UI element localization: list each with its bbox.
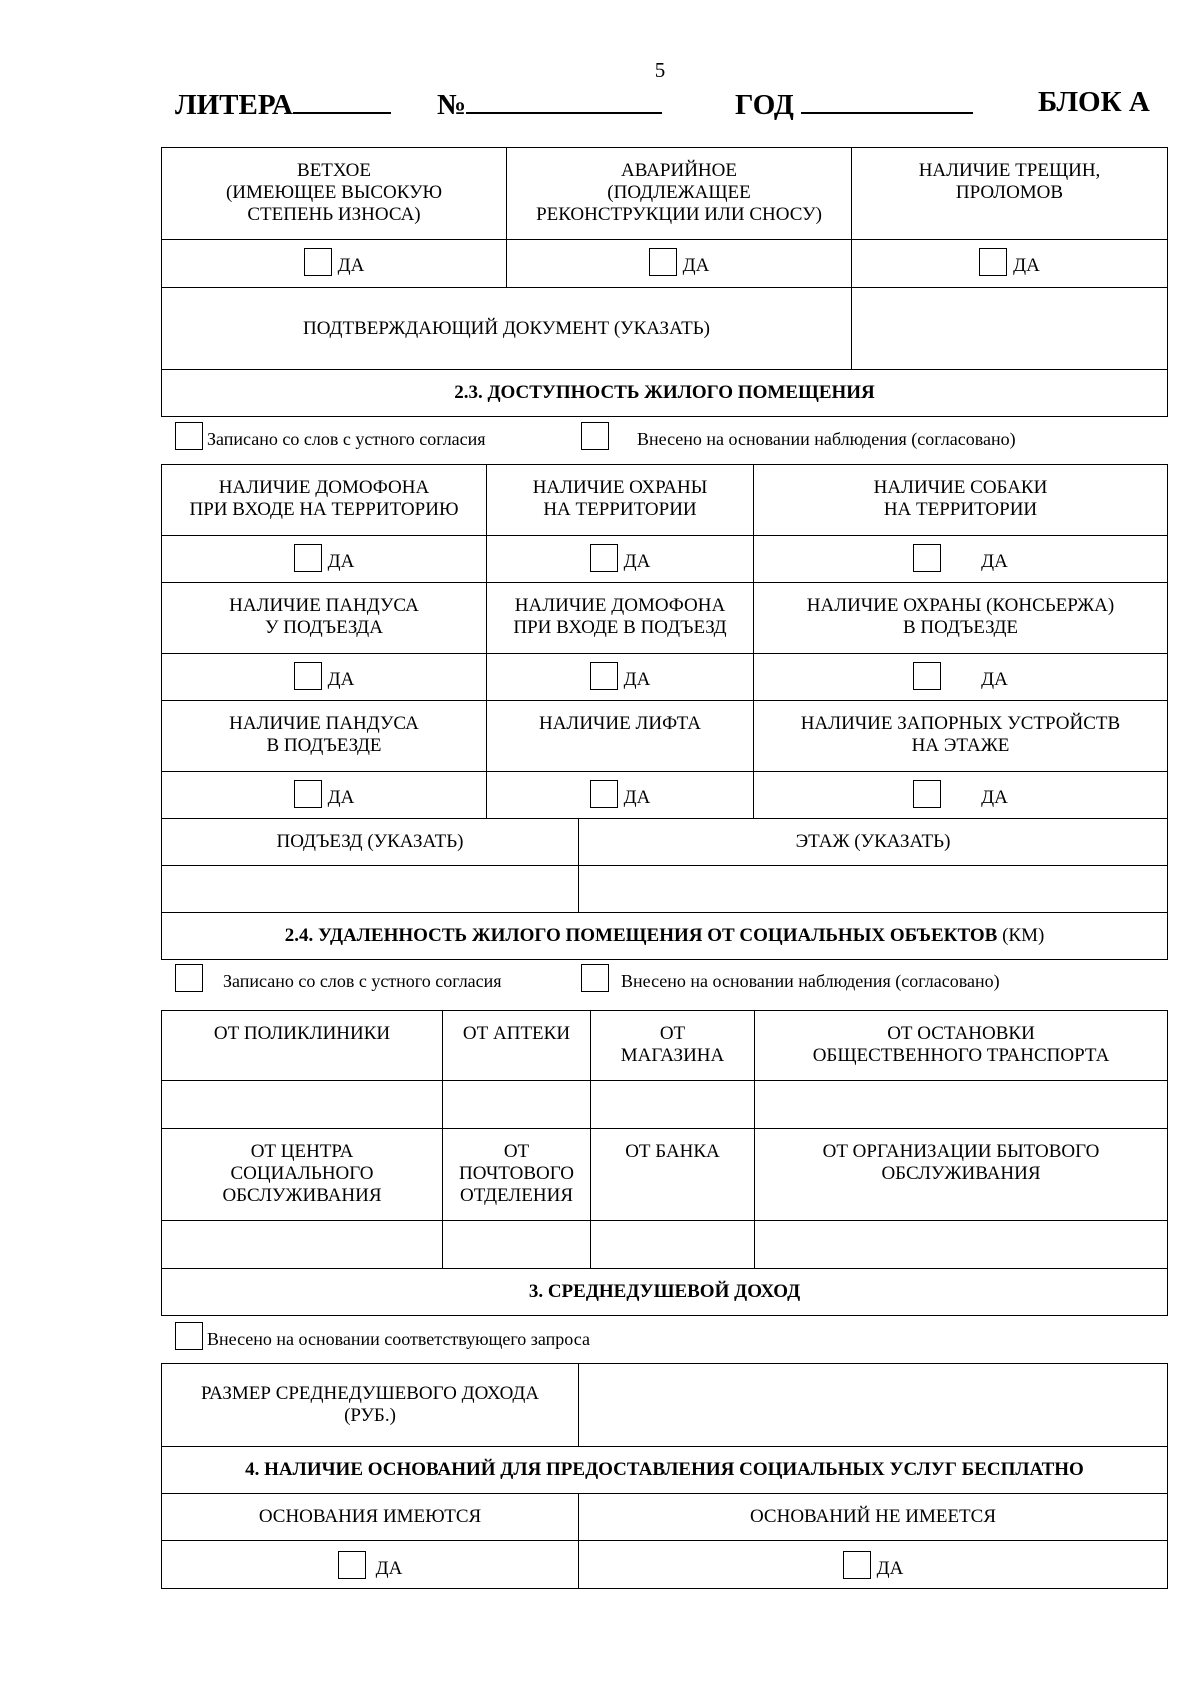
confirming-document-label: ПОДТВЕРЖДАЮЩИЙ ДОКУМЕНТ (УКАЗАТЬ) xyxy=(162,288,852,370)
section-2-4-title: 2.4. УДАЛЕННОСТЬ ЖИЛОГО ПОМЕЩЕНИЯ ОТ СОЦИАЛЬНЫХ ОБЪЕКТОВ (КМ) xyxy=(162,913,1168,960)
section-3-flag xyxy=(175,1320,1167,1350)
yes-label: ДА xyxy=(981,669,1008,690)
cracks-checkbox[interactable] xyxy=(979,248,1007,276)
grounds-exist-yes xyxy=(162,1541,579,1589)
section-2-4-flags xyxy=(175,962,1167,992)
dilapidated-checkbox[interactable] xyxy=(304,248,332,276)
locking-devices-header: НАЛИЧИЕ ЗАПОРНЫХ УСТРОЙСТВ НА ЭТАЖЕ xyxy=(754,701,1168,772)
section-2-3-title: 2.3. ДОСТУПНОСТЬ ЖИЛОГО ПОМЕЩЕНИЯ xyxy=(162,370,1168,417)
litera-field xyxy=(175,86,391,122)
post-office-header: ОТ ПОЧТОВОГО ОТДЕЛЕНИЯ xyxy=(443,1129,591,1221)
emergency-yes-cell xyxy=(507,240,852,288)
income-label: РАЗМЕР СРЕДНЕДУШЕВОГО ДОХОДА (РУБ.) xyxy=(162,1364,579,1447)
section-4-title: 4. НАЛИЧИЕ ОСНОВАНИЙ ДЛЯ ПРЕДОСТАВЛЕНИЯ СОЦИАЛЬНЫХ УСЛУГ БЕСПЛАТНО xyxy=(162,1447,1168,1494)
oral-consent-checkbox-2[interactable] xyxy=(175,964,203,992)
observation-label: Внесено на основании наблюдения (согласовано) xyxy=(637,429,1016,449)
number-input-line[interactable] xyxy=(466,86,662,114)
intercom-territory-yes xyxy=(162,536,487,583)
locking-devices-yes xyxy=(754,772,1168,819)
social-center-header: ОТ ЦЕНТРА СОЦИАЛЬНОГО ОБСЛУЖИВАНИЯ xyxy=(162,1129,443,1221)
concierge-yes xyxy=(754,654,1168,701)
locking-devices-checkbox[interactable] xyxy=(913,780,941,808)
income-grounds-table xyxy=(161,1363,1168,1589)
floor-input[interactable] xyxy=(579,866,1168,913)
litera-input-line[interactable] xyxy=(293,86,391,114)
consumer-services-input[interactable] xyxy=(755,1221,1168,1269)
ramp-entrance-header: НАЛИЧИЕ ПАНДУСА У ПОДЪЕЗДА xyxy=(162,583,487,654)
distances-table xyxy=(161,1010,1168,1316)
emergency-checkbox[interactable] xyxy=(649,248,677,276)
yes-label: ДА xyxy=(981,551,1008,572)
dog-territory-yes xyxy=(754,536,1168,583)
concierge-header: НАЛИЧИЕ ОХРАНЫ (КОНСЬЕРЖА) В ПОДЪЕЗДЕ xyxy=(754,583,1168,654)
shop-input[interactable] xyxy=(591,1081,755,1129)
intercom-entrance-checkbox[interactable] xyxy=(590,662,618,690)
elevator-checkbox[interactable] xyxy=(590,780,618,808)
ramp-inside-checkbox[interactable] xyxy=(294,780,322,808)
block-label: БЛОК А xyxy=(1038,86,1150,118)
elevator-yes xyxy=(487,772,754,819)
observation-checkbox[interactable] xyxy=(581,422,609,450)
ramp-inside-header: НАЛИЧИЕ ПАНДУСА В ПОДЪЕЗДЕ xyxy=(162,701,487,772)
observation-checkbox-2[interactable] xyxy=(581,964,609,992)
post-office-input[interactable] xyxy=(443,1221,591,1269)
number-label: № xyxy=(437,89,467,121)
confirming-document-input[interactable] xyxy=(852,288,1168,370)
ramp-entrance-checkbox[interactable] xyxy=(294,662,322,690)
grounds-exist-checkbox[interactable] xyxy=(338,1551,366,1579)
yes-label: ДА xyxy=(981,787,1008,808)
pharmacy-header: ОТ АПТЕКИ xyxy=(443,1011,591,1081)
cracks-yes-cell xyxy=(852,240,1168,288)
transport-stop-input[interactable] xyxy=(755,1081,1168,1129)
year-field xyxy=(735,86,973,122)
cracks-header: НАЛИЧИЕ ТРЕЩИН, ПРОЛОМОВ xyxy=(852,148,1168,240)
emergency-header: АВАРИЙНОЕ (ПОДЛЕЖАЩЕЕ РЕКОНСТРУКЦИИ ИЛИ СНОСУ) xyxy=(507,148,852,240)
intercom-territory-checkbox[interactable] xyxy=(294,544,322,572)
oral-consent-checkbox[interactable] xyxy=(175,422,203,450)
shop-header: ОТ МАГАЗИНА xyxy=(591,1011,755,1081)
year-input-line[interactable] xyxy=(801,86,973,114)
entrance-label: ПОДЪЕЗД (УКАЗАТЬ) xyxy=(162,819,579,866)
ramp-inside-yes xyxy=(162,772,487,819)
intercom-entrance-yes xyxy=(487,654,754,701)
yes-label: ДА xyxy=(876,1558,904,1579)
yes-label: ДА xyxy=(375,1558,403,1579)
year-label: ГОД xyxy=(735,89,794,121)
yes-label: ДА xyxy=(623,551,651,572)
ramp-entrance-yes xyxy=(162,654,487,701)
yes-label: ДА xyxy=(327,669,355,690)
polyclinic-input[interactable] xyxy=(162,1081,443,1129)
entrance-floor-table xyxy=(161,818,1168,960)
intercom-territory-header: НАЛИЧИЕ ДОМОФОНА ПРИ ВХОДЕ НА ТЕРРИТОРИЮ xyxy=(162,465,487,536)
intercom-entrance-header: НАЛИЧИЕ ДОМОФОНА ПРИ ВХОДЕ В ПОДЪЕЗД xyxy=(487,583,754,654)
yes-label: ДА xyxy=(623,787,651,808)
polyclinic-header: ОТ ПОЛИКЛИНИКИ xyxy=(162,1011,443,1081)
floor-label: ЭТАЖ (УКАЗАТЬ) xyxy=(579,819,1168,866)
section-2-3-flags xyxy=(175,420,1167,450)
yes-label: ДА xyxy=(1013,255,1040,276)
oral-consent-label: Записано со слов с устного согласия xyxy=(207,429,486,449)
grounds-absent-label: ОСНОВАНИЙ НЕ ИМЕЕТСЯ xyxy=(579,1494,1168,1541)
oral-consent-label-2: Записано со слов с устного согласия xyxy=(223,971,502,991)
elevator-header: НАЛИЧИЕ ЛИФТА xyxy=(487,701,754,772)
condition-table xyxy=(161,147,1168,417)
yes-label: ДА xyxy=(327,551,355,572)
consumer-services-header: ОТ ОРГАНИЗАЦИИ БЫТОВОГО ОБСЛУЖИВАНИЯ xyxy=(755,1129,1168,1221)
concierge-checkbox[interactable] xyxy=(913,662,941,690)
request-checkbox[interactable] xyxy=(175,1322,203,1350)
distance-unit: (КМ) xyxy=(1002,925,1045,946)
dog-territory-header: НАЛИЧИЕ СОБАКИ НА ТЕРРИТОРИИ xyxy=(754,465,1168,536)
bank-input[interactable] xyxy=(591,1221,755,1269)
accessibility-table xyxy=(161,464,1168,819)
request-label: Внесено на основании соответствующего запроса xyxy=(207,1329,590,1349)
dilapidated-header: ВЕТХОЕ (ИМЕЮЩЕЕ ВЫСОКУЮ СТЕПЕНЬ ИЗНОСА) xyxy=(162,148,507,240)
section-3-title: 3. СРЕДНЕДУШЕВОЙ ДОХОД xyxy=(162,1269,1168,1316)
grounds-exist-label: ОСНОВАНИЯ ИМЕЮТСЯ xyxy=(162,1494,579,1541)
page-number: 5 xyxy=(654,58,666,82)
entrance-input[interactable] xyxy=(162,866,579,913)
dilapidated-yes-cell xyxy=(162,240,507,288)
yes-label: ДА xyxy=(682,255,710,276)
transport-stop-header: ОТ ОСТАНОВКИ ОБЩЕСТВЕННОГО ТРАНСПОРТА xyxy=(755,1011,1168,1081)
grounds-absent-yes xyxy=(579,1541,1168,1589)
form-header xyxy=(175,86,1155,126)
security-territory-yes xyxy=(487,536,754,583)
pharmacy-input[interactable] xyxy=(443,1081,591,1129)
grounds-absent-checkbox[interactable] xyxy=(843,1551,871,1579)
security-territory-checkbox[interactable] xyxy=(590,544,618,572)
observation-label-2: Внесено на основании наблюдения (согласовано) xyxy=(621,971,1000,991)
bank-header: ОТ БАНКА xyxy=(591,1129,755,1221)
security-territory-header: НАЛИЧИЕ ОХРАНЫ НА ТЕРРИТОРИИ xyxy=(487,465,754,536)
number-field xyxy=(437,86,662,122)
yes-label: ДА xyxy=(623,669,651,690)
income-input[interactable] xyxy=(579,1364,1168,1447)
yes-label: ДА xyxy=(337,255,365,276)
social-center-input[interactable] xyxy=(162,1221,443,1269)
dog-territory-checkbox[interactable] xyxy=(913,544,941,572)
yes-label: ДА xyxy=(327,787,355,808)
litera-label: ЛИТЕРА xyxy=(175,89,293,121)
